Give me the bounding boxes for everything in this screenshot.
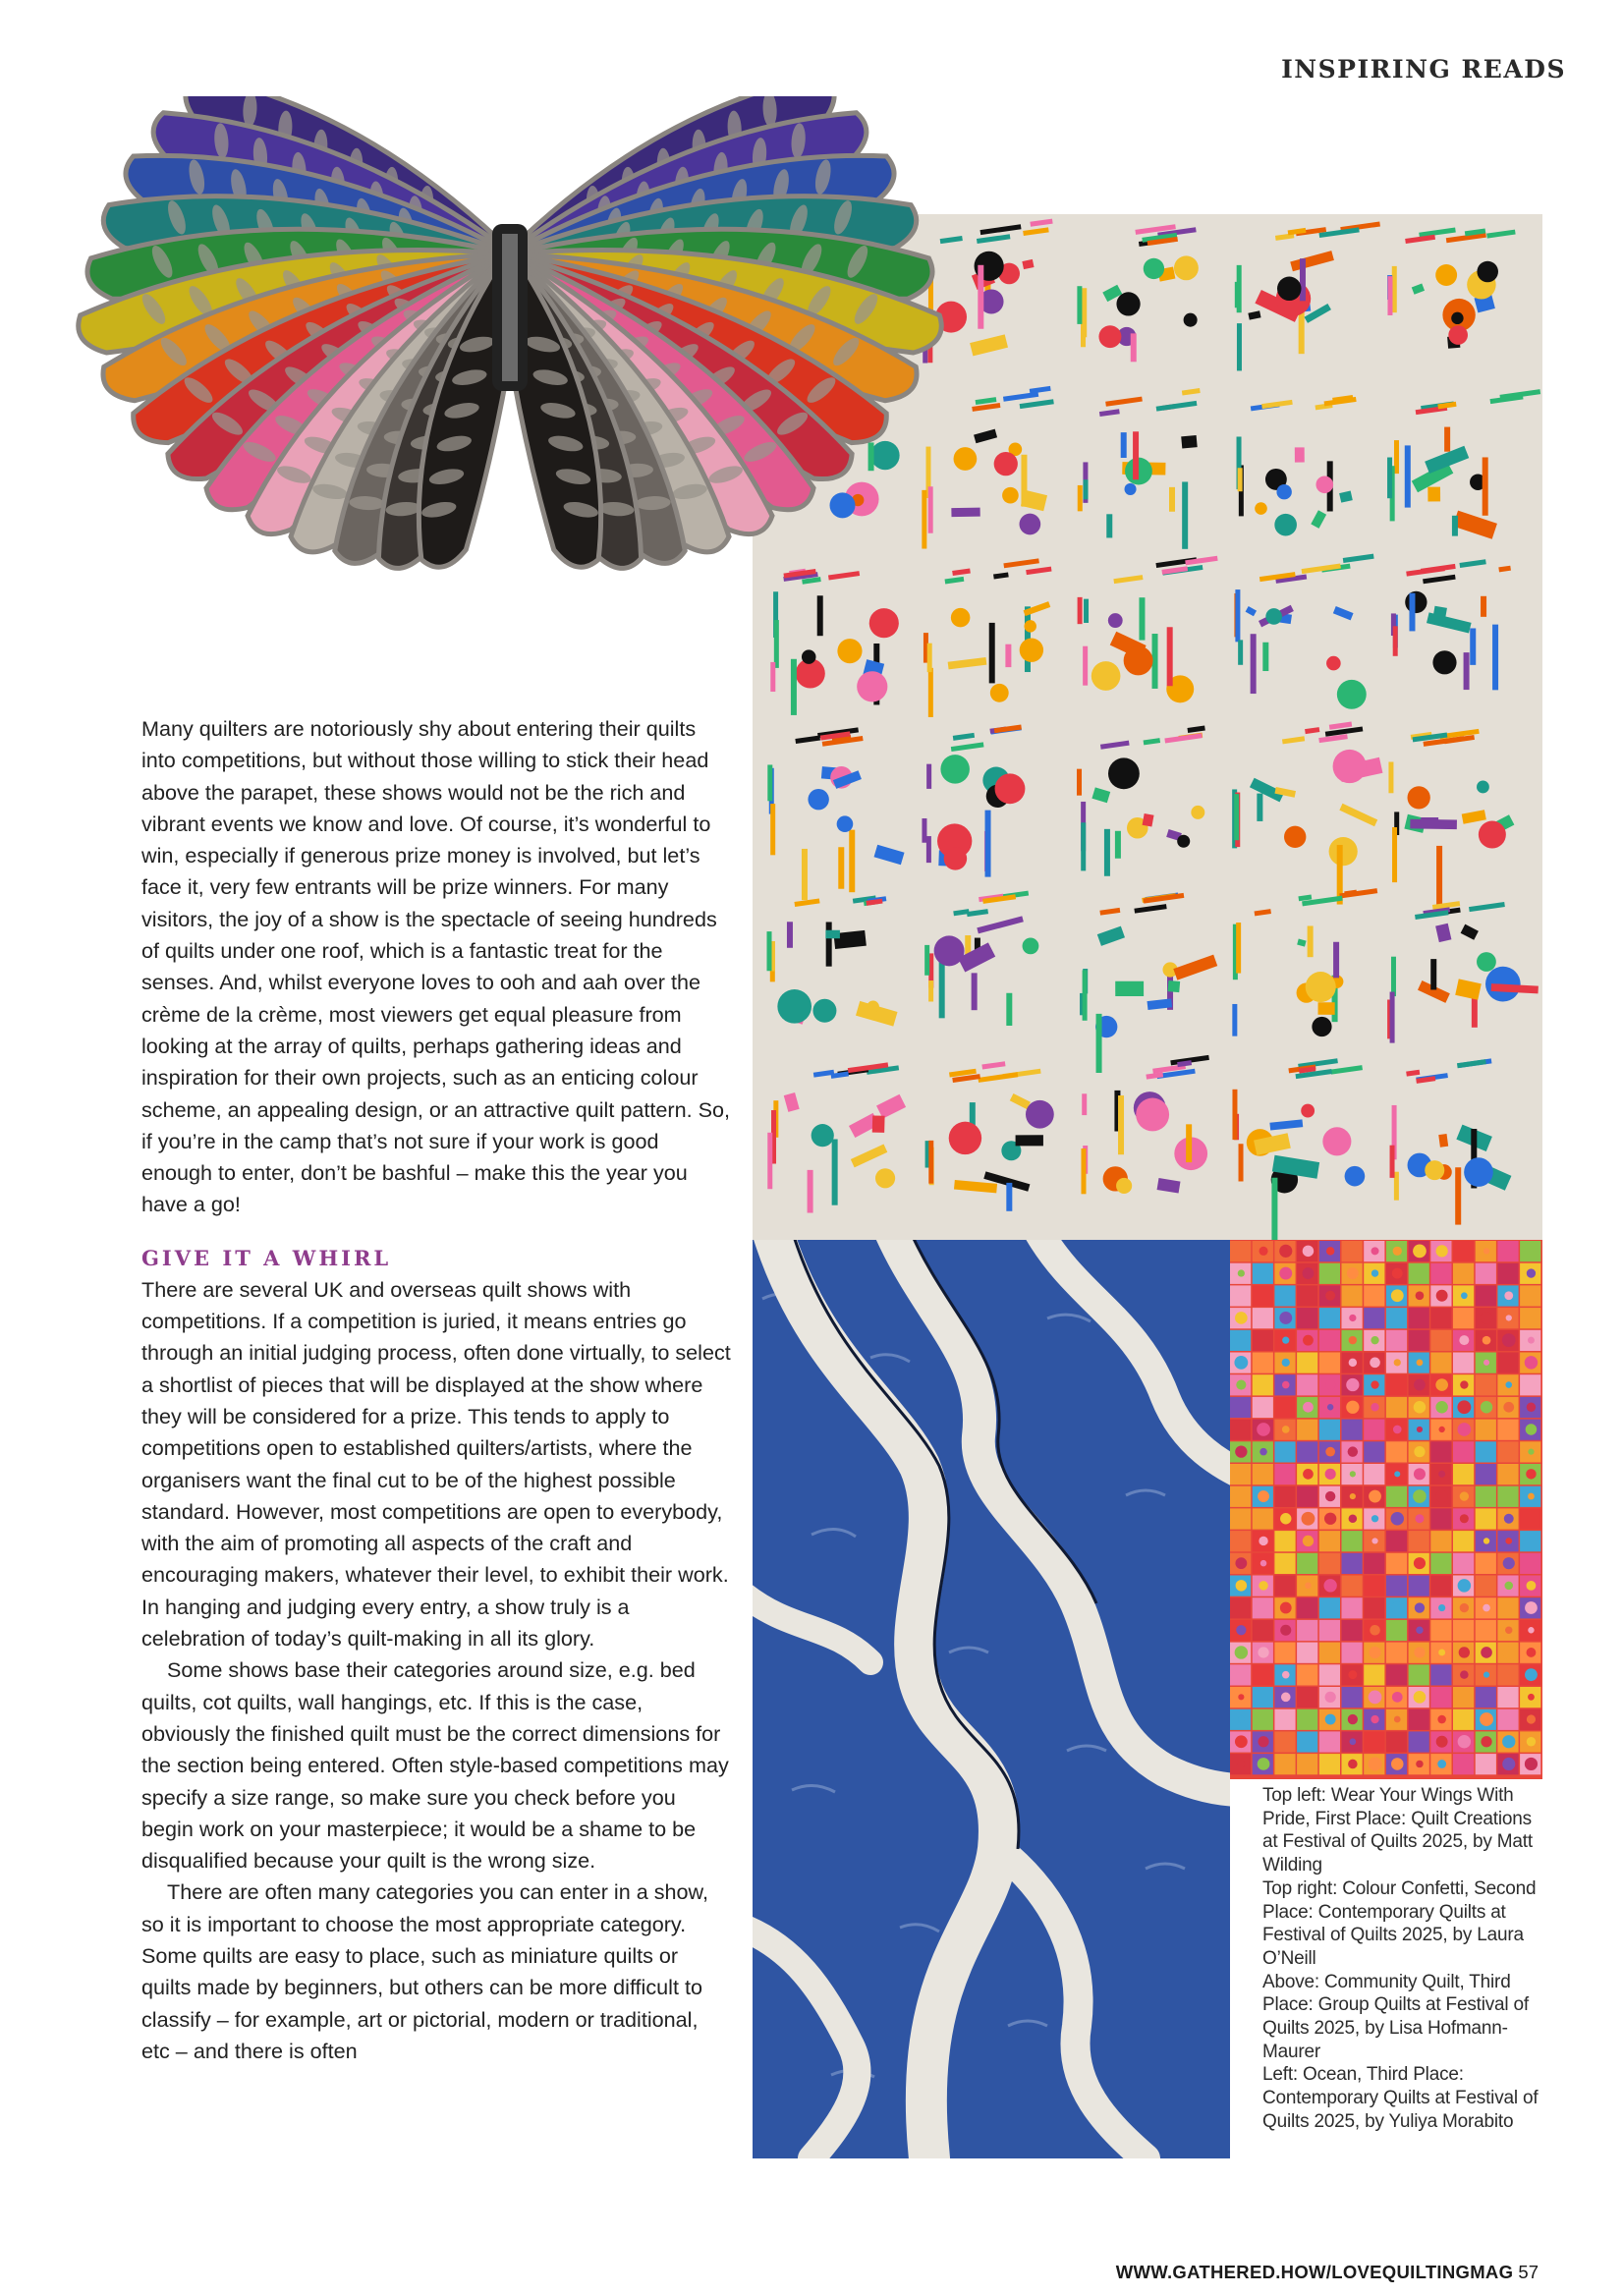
page-number: 57 [1518, 2262, 1539, 2282]
caption-top-left: Top left: Wear Your Wings With Pride, First Place: Quilt Creations at Festival of Quilts 2025, by Matt Wilding [1262, 1785, 1533, 1876]
section-header: INSPIRING READS [1281, 55, 1566, 84]
article-paragraph: There are several UK and overseas quilt shows with competitions. If a competition is juried, it means entries go through an initial judging process, often done virtually, to select a shortlist of pieces that will be displayed at the show where they will be considered for a prize. This tends to apply to competitions open to established quilters/artists, where the organisers want the final cut to be of the highest possible standard. However, most competitions are open to everybody, with the aim of promoting all aspects of the craft and encouraging makers, whatever their level, to exhibit their work. In hanging and judging every entry, a show truly is a celebration of today’s quilt-making in all its glory. [141, 1276, 731, 1652]
article-body [141, 713, 731, 2067]
caption-above: Above: Community Quilt, Third Place: Group Quilts at Festival of Quilts 2025, by Lisa Hofmann-Maurer [1262, 1971, 1529, 2062]
article-intro: Many quilters are notoriously shy about entering their quilts into competitions, but without those willing to stick their head above the parapet, these shows would not be the rich and vibrant events we know and love. Of course, it’s wonderful to win, especially if generous prize money is involved, but let’s face it, very few entrants will be prize winners. For many visitors, the joy of a show is the spectacle of seeing hundreds of quilts under one roof, which is a fantastic treat for the senses. And, whilst everyone loves to ooh and aah over the crème de la crème, most viewers get equal pleasure from looking at the array of quilts, perhaps gathering ideas and inspiration for their own projects, such as an enticing colour scheme, an appealing design, or an attractive quilt pattern. So, if you’re in the camp that’s not sure if your work is good enough to enter, don’t be bashful – make this the year you have a go! [141, 716, 730, 1217]
article-paragraph: There are often many categories you can enter in a show, so it is important to choose the most appropriate category. Some quilts are easy to place, such as miniature quilts or quilts made by beginners, but others can be more difficult to classify – for example, art or pictorial, modern or traditional, etc – and there is often [141, 1879, 708, 2063]
article-subheading: GIVE IT A WHIRL [141, 1245, 392, 1270]
article-paragraph: Some shows base their categories around size, e.g. bed quilts, cot quilts, wall hangings, etc. If this is the case, obviously the finished quilt must be the correct dimensions for the section being entered. Often style-based competitions may specify a size range, so make sure you check before you begin work on your masterpiece; it would be a shame to be disqualified because your quilt is the wrong size. [141, 1657, 729, 1874]
page-footer [1116, 2262, 1539, 2283]
ocean-quilt-image [753, 1240, 1230, 2158]
footer-url[interactable]: WWW.GATHERED.HOW/LOVEQUILTINGMAG [1115, 2262, 1514, 2282]
community-quilt-image [1230, 1240, 1542, 1779]
photo-caption [1262, 1784, 1547, 2134]
wear-your-wings-quilt-image [57, 96, 963, 656]
caption-left: Left: Ocean, Third Place: Contemporary Quilts at Festival of Quilts 2025, by Yuliya Morabito [1262, 2064, 1539, 2132]
caption-top-right: Top right: Colour Confetti, Second Place: Contemporary Quilts at Festival of Quilts 2025, by Laura O’Neill [1262, 1877, 1537, 1969]
